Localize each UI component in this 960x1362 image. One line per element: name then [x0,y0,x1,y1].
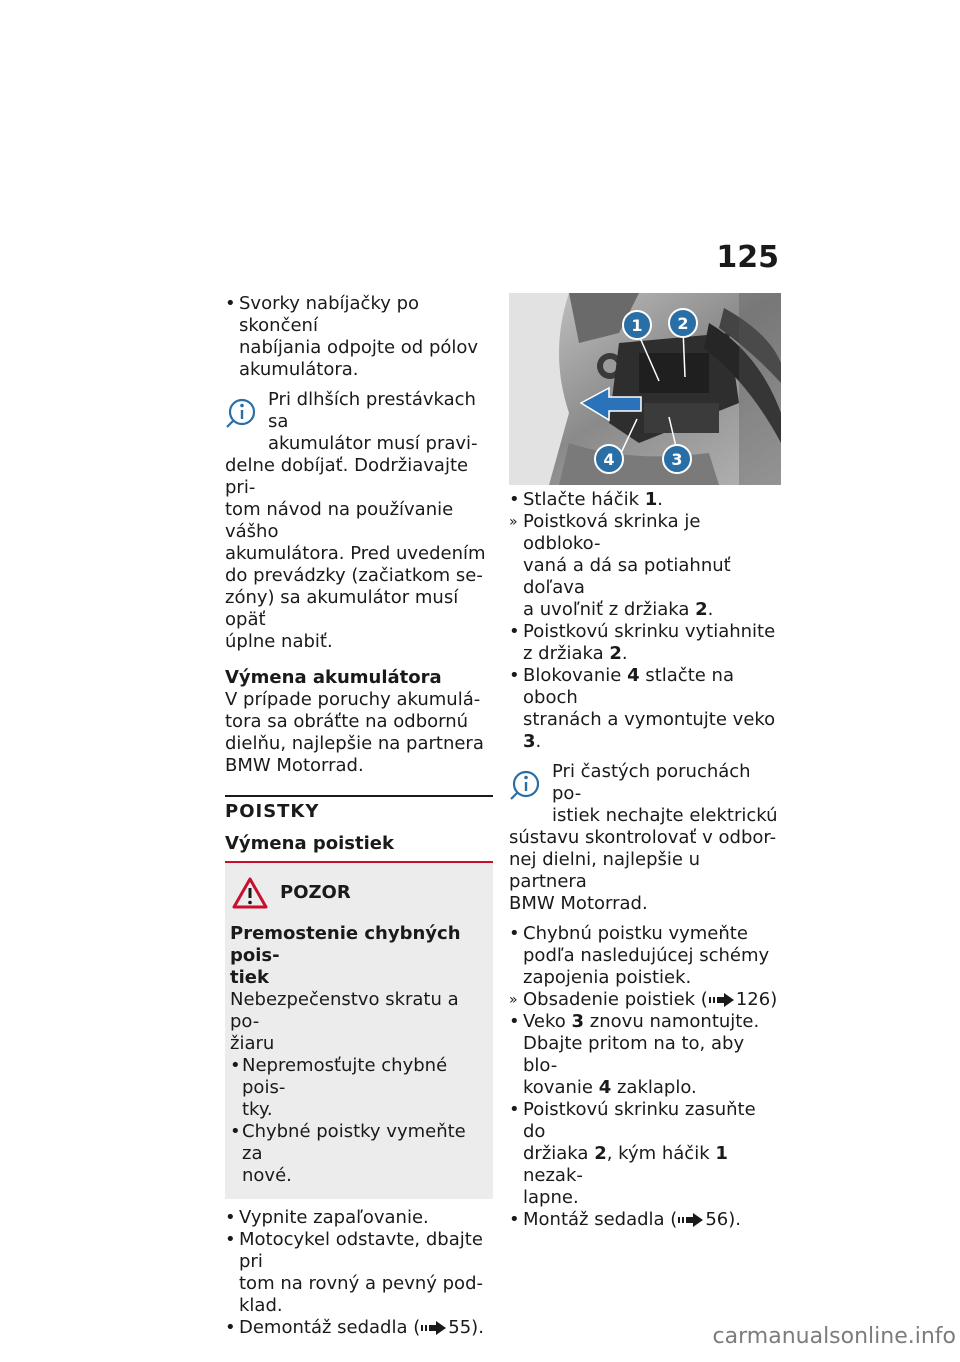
svg-text:2: 2 [677,314,689,333]
info-note-battery: Pri dlhších prestávkach sa akumulátor musí pravi- delne dobíjať. Dodržiavajte pri- tom návod na používanie vášho akumulátora. Pred uvedením do prevádzky (začiatkom se- zóny) sa akumulátor musí opäť úplne nabiť. [225,389,486,652]
left-column [225,293,493,1339]
list-item-park: • Motocykel odstavte, dbajte pri tom na rovný a pevný pod- klad. [225,1229,483,1316]
sub-heading: Výmena poistiek [225,833,394,854]
list-item-remove-seat: • Demontáž sedadla ( 55). [225,1317,484,1338]
page-number: 125 [716,240,779,275]
info-icon [225,395,259,429]
page-ref-arrow-icon [678,1213,704,1227]
page-ref-arrow-icon [709,993,735,1007]
callout-2 [669,309,697,337]
page-ref-link[interactable]: 56 [705,1209,729,1230]
info-icon [509,767,543,801]
bullet-dot: • [225,293,236,314]
warning-bullet: • Chybné poistky vymeňte za nové. [230,1121,466,1186]
svg-text:4: 4 [603,450,615,469]
warning-box [225,863,493,1199]
list-item-mount-seat: • Montáž sedadla ( 56). [509,1209,741,1230]
list-item-ignition: • Vypnite zapaľovanie. [225,1207,429,1228]
list-item-press-hook: • Stlačte háčik 1. [509,489,664,510]
warning-title: Premostenie chybných pois- tiek [230,923,461,988]
watermark: carmanualsonline.info [712,1324,956,1349]
page-ref-link[interactable]: 126 [735,989,771,1010]
svg-text:3: 3 [671,450,683,469]
fuse-box-photo [509,293,781,485]
result-item-unlocked: » Poistková skrinka je odbloko- vaná a dá sa potiahnuť doľava a uvoľniť z držiaka 2. [509,511,731,620]
battery-text: V prípade poruchy akumulá- tora sa obráťte na odbornú dielňu, najlepšie na partnera BMW Motorrad. [225,689,484,776]
battery-heading: Výmena akumulátora [225,667,442,688]
list-item-insert-box: • Poistkovú skrinku zasuňte do držiaka 2, kým háčik 1 nezak- lapne. [509,1099,756,1208]
list-item-replace-fuse: • Chybnú poistku vymeňte podľa nasledujúcej schémy zapojenia poistiek. [509,923,770,988]
callout-3 [663,445,691,473]
callout-1 [623,311,651,339]
warning-triangle-icon [232,877,268,909]
svg-text:1: 1 [631,316,643,335]
section-divider [225,795,493,823]
page-ref-link[interactable]: 55 [448,1317,472,1338]
list-item-pull-box: • Poistkovú skrinku vytiahnite z držiaka 2. [509,621,776,664]
warning-text: Nebezpečenstvo skratu a po- žiaru [230,989,459,1054]
right-column [509,293,781,1231]
section-heading: POISTKY [225,801,320,822]
result-item-fuse-layout: » Obsadenie poistiek ( 126) [509,989,778,1010]
warning-bullet: • Nepremosťujte chybné pois- tky. [230,1055,448,1120]
list-item-remove-cover: • Blokovanie 4 stlačte na oboch stranách a vymontujte veko 3. [509,665,776,752]
callout-4 [595,445,623,473]
page-ref-arrow-icon [421,1321,447,1335]
info-note-fuses: Pri častých poruchách po- istiek nechajte elektrickú sústavu skontrolovať v odbor- nej dielni, najlepšie u partnera BMW Motorrad. [509,761,778,914]
warning-label: POZOR [280,882,351,903]
list-item-mount-cover: • Veko 3 znovu namontujte. Dbajte pritom na to, aby blo- kovanie 4 zaklaplo. [509,1011,760,1098]
list-item-charger: • Svorky nabíjačky po skončení nabíjania odpojte od pólov akumulátora. [225,293,479,380]
